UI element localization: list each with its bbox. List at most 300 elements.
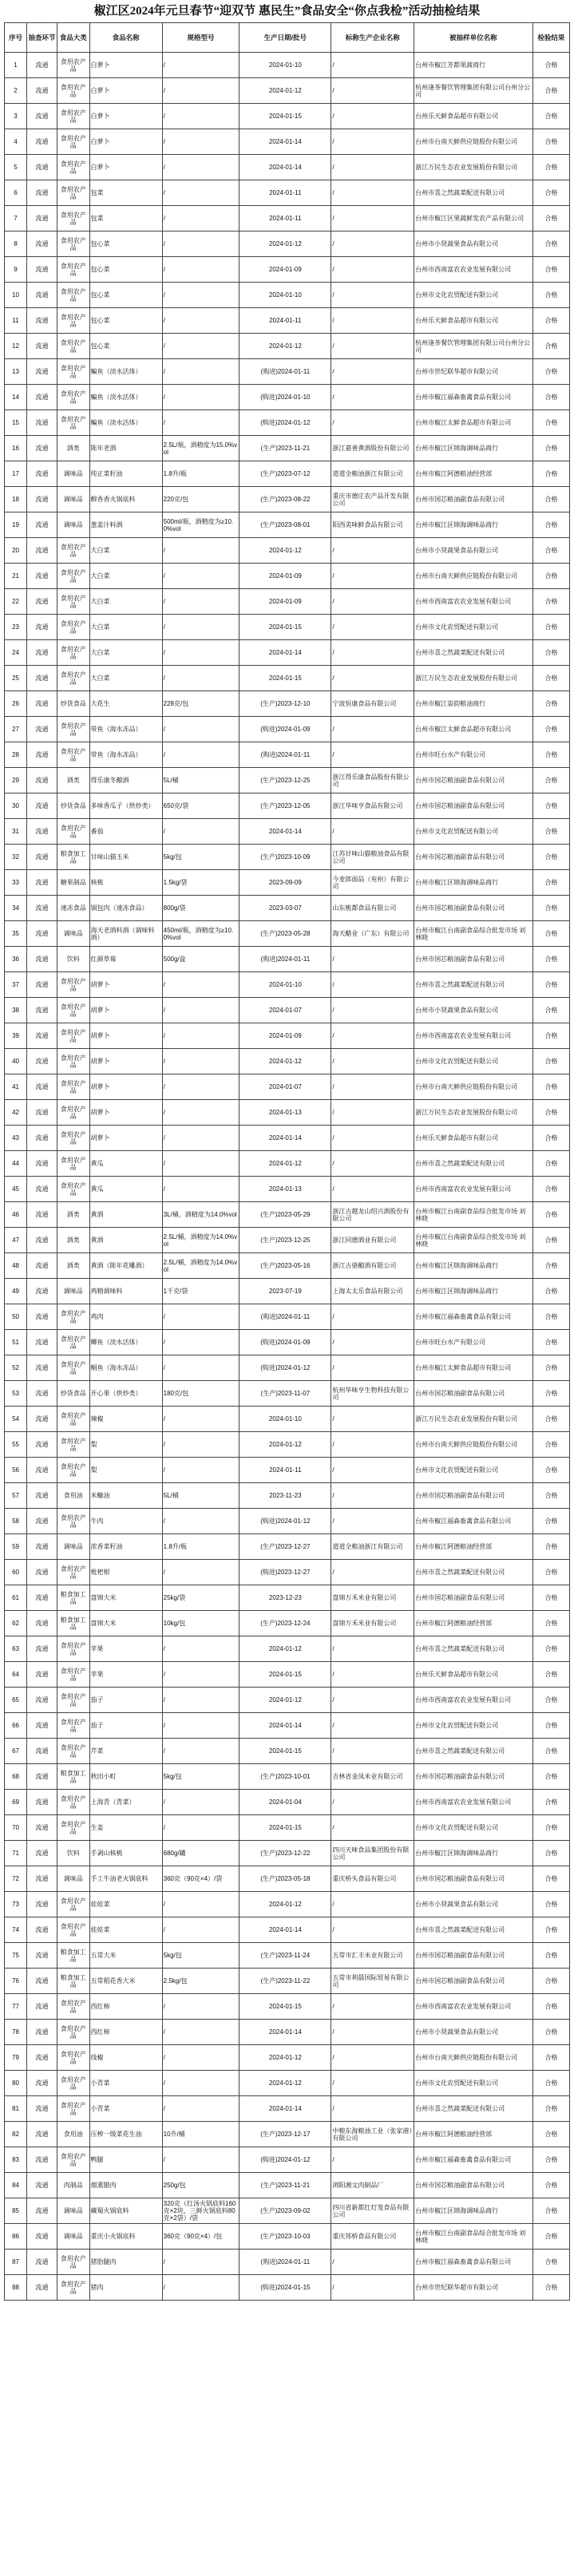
- table-cell-date: (购进)2024-01-09: [239, 1330, 331, 1355]
- table-cell-no: 12: [5, 334, 27, 359]
- table-cell-name: 西红柿: [89, 1994, 162, 2020]
- table-cell-date: (生产)2023-11-21: [239, 2173, 331, 2198]
- table-cell-no: 47: [5, 1228, 27, 1253]
- table-cell-link: 流通: [27, 231, 57, 257]
- table-cell-link: 流通: [27, 819, 57, 845]
- table-cell-spec: 680g/罐: [162, 1841, 239, 1866]
- table-row: [5, 1662, 570, 1688]
- table-cell-name: 包菜: [89, 180, 162, 206]
- table-cell-name: 得乐康冬酿酒: [89, 768, 162, 793]
- table-cell-name: 包心菜: [89, 231, 162, 257]
- table-cell-link: 流通: [27, 410, 57, 436]
- table-cell-link: 流通: [27, 1253, 57, 1279]
- table-cell-cat: 食用农产品: [57, 1432, 89, 1458]
- table-cell-name: 鳊鱼（淡水活体）: [89, 385, 162, 410]
- table-cell-date: 2024-01-12: [239, 1636, 331, 1662]
- table-cell-link: 流通: [27, 768, 57, 793]
- table-cell-name: 黄酒: [89, 1228, 162, 1253]
- table-cell-date: 2024-01-11: [239, 1458, 331, 1483]
- table-cell-mfr: /: [331, 1636, 414, 1662]
- table-row: [5, 1483, 570, 1509]
- table-cell-spec: /: [162, 2045, 239, 2071]
- table-cell-no: 25: [5, 666, 27, 691]
- table-cell-cat: 食用油: [57, 2122, 89, 2147]
- table-cell-link: 流通: [27, 2020, 57, 2045]
- table-cell-link: 流通: [27, 1534, 57, 1560]
- table-cell-name: 五常大米: [89, 1943, 162, 1969]
- table-cell-date: (购进)2024-01-11: [239, 359, 331, 385]
- table-cell-link: 流通: [27, 385, 57, 410]
- table-cell-cat: 食用农产品: [57, 717, 89, 742]
- table-cell-no: 46: [5, 1202, 27, 1228]
- table-cell-name: 白萝卜: [89, 78, 162, 104]
- table-row: [5, 283, 570, 308]
- table-cell-cat: 食用农产品: [57, 308, 89, 334]
- table-cell-res: 合格: [532, 1815, 569, 1841]
- table-cell-name: 包心菜: [89, 334, 162, 359]
- table-cell-no: 30: [5, 793, 27, 819]
- table-row: [5, 870, 570, 896]
- table-cell-no: 79: [5, 2045, 27, 2071]
- table-row: [5, 155, 570, 180]
- table-row: [5, 1917, 570, 1943]
- table-cell-cat: 粮食加工品: [57, 1764, 89, 1790]
- table-cell-res: 合格: [532, 1739, 569, 1764]
- table-cell-res: 合格: [532, 921, 569, 947]
- table-cell-no: 71: [5, 1841, 27, 1866]
- table-cell-name: 苹果: [89, 1636, 162, 1662]
- table-cell-unit: 台州市文化农贸配送有限公司: [414, 1815, 533, 1841]
- table-cell-name: 鸭腿: [89, 2147, 162, 2173]
- table-cell-spec: 1.8升/瓶: [162, 461, 239, 487]
- table-row: [5, 2020, 570, 2045]
- table-cell-no: 26: [5, 691, 27, 717]
- table-cell-spec: /: [162, 1917, 239, 1943]
- table-cell-mfr: /: [331, 1432, 414, 1458]
- table-cell-unit: 浙江万民生态农业发展股份有限公司: [414, 1407, 533, 1432]
- table-cell-cat: 食用农产品: [57, 180, 89, 206]
- table-row: [5, 640, 570, 666]
- table-cell-res: 合格: [532, 2096, 569, 2122]
- table-cell-spec: 180克/包: [162, 1381, 239, 1407]
- table-cell-unit: 台州市国芯粮油副食品有限公司: [414, 1866, 533, 1892]
- table-cell-spec: /: [162, 1151, 239, 1177]
- table-cell-name: 牛肉: [89, 1509, 162, 1534]
- table-row: [5, 1688, 570, 1713]
- table-cell-mfr: /: [331, 1917, 414, 1943]
- table-row: [5, 1049, 570, 1074]
- table-cell-link: 流通: [27, 615, 57, 640]
- table-cell-res: 合格: [532, 1074, 569, 1100]
- table-cell-name: 大白菜: [89, 615, 162, 640]
- table-cell-name: 压榨一级菜花生油: [89, 2122, 162, 2147]
- table-cell-link: 流通: [27, 1074, 57, 1100]
- table-cell-spec: 450ml/瓶，酒精度为≥10.0%vol: [162, 921, 239, 947]
- table-cell-mfr: /: [331, 257, 414, 283]
- table-cell-res: 合格: [532, 1994, 569, 2020]
- table-cell-spec: 5L/桶: [162, 768, 239, 793]
- table-cell-date: 2024-01-12: [239, 1432, 331, 1458]
- table-cell-mfr: 浙江古骆酿酒有限公司: [331, 1253, 414, 1279]
- table-cell-date: (生产)2023-11-22: [239, 1969, 331, 1994]
- table-cell-link: 流通: [27, 1458, 57, 1483]
- results-table: [4, 22, 570, 2301]
- table-cell-cat: 速冻食品: [57, 896, 89, 921]
- table-cell-res: 合格: [532, 1509, 569, 1534]
- table-cell-cat: 食用农产品: [57, 1458, 89, 1483]
- table-cell-cat: 食用农产品: [57, 1407, 89, 1432]
- table-cell-spec: /: [162, 1458, 239, 1483]
- table-cell-unit: 台州市椒江福森畜禽食品有限公司: [414, 385, 533, 410]
- table-cell-spec: /: [162, 1713, 239, 1739]
- table-cell-mfr: 盘锦万禾米业有限公司: [331, 1611, 414, 1636]
- table-cell-date: (生产)2023-11-21: [239, 436, 331, 461]
- table-cell-res: 合格: [532, 410, 569, 436]
- table-cell-spec: /: [162, 2147, 239, 2173]
- table-cell-res: 合格: [532, 104, 569, 129]
- table-cell-no: 13: [5, 359, 27, 385]
- table-cell-no: 67: [5, 1739, 27, 1764]
- table-cell-cat: 调味品: [57, 487, 89, 512]
- table-row: [5, 1994, 570, 2020]
- table-cell-res: 合格: [532, 2173, 569, 2198]
- table-row: [5, 1407, 570, 1432]
- table-cell-link: 流通: [27, 691, 57, 717]
- table-cell-unit: 台州市喜之然蔬菜配送有限公司: [414, 180, 533, 206]
- table-cell-res: 合格: [532, 1432, 569, 1458]
- table-cell-date: (购进)2024-01-12: [239, 1355, 331, 1381]
- table-cell-mfr: /: [331, 385, 414, 410]
- table-cell-mfr: 山东桃都食品有限公司: [331, 896, 414, 921]
- table-row: [5, 2250, 570, 2275]
- table-cell-link: 流通: [27, 1126, 57, 1151]
- table-cell-name: 大白菜: [89, 666, 162, 691]
- table-cell-mfr: /: [331, 1662, 414, 1688]
- table-cell-no: 27: [5, 717, 27, 742]
- table-cell-unit: 台州市小贤蔬果食品有限公司: [414, 231, 533, 257]
- table-cell-spec: 5L/桶: [162, 1483, 239, 1509]
- table-cell-unit: 台州市椒江区锦海调味品商行: [414, 1279, 533, 1304]
- table-cell-res: 合格: [532, 1943, 569, 1969]
- table-cell-date: (购进)2024-01-15: [239, 2275, 331, 2301]
- table-row: [5, 2198, 570, 2224]
- table-cell-res: 合格: [532, 1228, 569, 1253]
- table-row: [5, 231, 570, 257]
- table-cell-cat: 调味品: [57, 2198, 89, 2224]
- table-cell-cat: 食用农产品: [57, 2071, 89, 2096]
- table-cell-spec: 500g/盒: [162, 947, 239, 972]
- table-cell-name: 芹菜: [89, 1739, 162, 1764]
- table-cell-spec: /: [162, 1074, 239, 1100]
- table-cell-cat: 食用农产品: [57, 1177, 89, 1202]
- table-cell-cat: 炒货食品: [57, 793, 89, 819]
- header-cell: 食品大类: [57, 23, 89, 53]
- table-cell-res: 合格: [532, 2147, 569, 2173]
- table-cell-link: 流通: [27, 283, 57, 308]
- table-cell-link: 流通: [27, 1866, 57, 1892]
- table-cell-spec: /: [162, 640, 239, 666]
- table-cell-mfr: /: [331, 1126, 414, 1151]
- table-cell-unit: 台州市小贤蔬果食品有限公司: [414, 2020, 533, 2045]
- table-cell-name: 辣椒: [89, 1407, 162, 1432]
- table-cell-date: 2024-01-15: [239, 666, 331, 691]
- table-cell-name: 黄瓜: [89, 1151, 162, 1177]
- table-cell-link: 流通: [27, 2147, 57, 2173]
- table-cell-unit: 台州市椒江芳都果蔬商行: [414, 53, 533, 78]
- table-cell-no: 17: [5, 461, 27, 487]
- table-cell-no: 15: [5, 410, 27, 436]
- table-row: [5, 538, 570, 564]
- table-cell-link: 流通: [27, 308, 57, 334]
- table-cell-no: 10: [5, 283, 27, 308]
- table-cell-name: 苹果: [89, 1662, 162, 1688]
- table-cell-date: 2024-01-12: [239, 1688, 331, 1713]
- table-cell-unit: 台州市国芯粮油副食品有限公司: [414, 793, 533, 819]
- table-cell-date: 2024-01-14: [239, 155, 331, 180]
- table-cell-cat: 食用农产品: [57, 1126, 89, 1151]
- table-cell-name: 葱姜汁料酒: [89, 512, 162, 538]
- table-cell-mfr: /: [331, 2071, 414, 2096]
- table-cell-spec: /: [162, 1407, 239, 1432]
- table-cell-mfr: /: [331, 359, 414, 385]
- table-cell-spec: /: [162, 615, 239, 640]
- table-cell-spec: 220克/包: [162, 487, 239, 512]
- table-cell-no: 36: [5, 947, 27, 972]
- table-cell-name: 小青菜: [89, 2096, 162, 2122]
- table-cell-no: 76: [5, 1969, 27, 1994]
- table-cell-link: 流通: [27, 257, 57, 283]
- table-cell-name: 大白菜: [89, 564, 162, 589]
- table-cell-unit: 台州市喜之然蔬菜配送有限公司: [414, 1151, 533, 1177]
- table-row: [5, 512, 570, 538]
- table-cell-cat: 食用农产品: [57, 1815, 89, 1841]
- table-cell-unit: 杭州逢茶餐饮管理集团有限公司台州分公司: [414, 78, 533, 104]
- table-cell-res: 合格: [532, 1560, 569, 1585]
- table-cell-date: 2024-01-07: [239, 1074, 331, 1100]
- table-cell-res: 合格: [532, 2250, 569, 2275]
- table-cell-spec: /: [162, 2275, 239, 2301]
- table-cell-no: 51: [5, 1330, 27, 1355]
- table-row: [5, 2096, 570, 2122]
- table-cell-res: 合格: [532, 512, 569, 538]
- table-cell-cat: 食用农产品: [57, 1355, 89, 1381]
- table-cell-date: (生产)2023-10-03: [239, 2224, 331, 2250]
- table-cell-unit: 台州市文化农贸配送有限公司: [414, 1049, 533, 1074]
- table-cell-mfr: /: [331, 615, 414, 640]
- table-cell-name: 盘锦大米: [89, 1585, 162, 1611]
- table-cell-cat: 食用农产品: [57, 104, 89, 129]
- table-cell-no: 16: [5, 436, 27, 461]
- table-cell-cat: 调味品: [57, 921, 89, 947]
- table-cell-link: 流通: [27, 1023, 57, 1049]
- table-row: [5, 436, 570, 461]
- table-cell-date: 2024-01-14: [239, 129, 331, 155]
- table-row: [5, 206, 570, 231]
- table-cell-mfr: /: [331, 53, 414, 78]
- table-cell-link: 流通: [27, 206, 57, 231]
- table-cell-date: 2023-07-19: [239, 1279, 331, 1304]
- table-cell-unit: 台州市文化农贸配送有限公司: [414, 819, 533, 845]
- table-cell-cat: 食用农产品: [57, 78, 89, 104]
- table-cell-name: 盘锦大米: [89, 1611, 162, 1636]
- table-cell-res: 合格: [532, 206, 569, 231]
- table-cell-link: 流通: [27, 1100, 57, 1126]
- table-cell-mfr: /: [331, 2147, 414, 2173]
- table-cell-unit: 台州市椒江台南副食品综合批发市场 刘林晓: [414, 1202, 533, 1228]
- table-cell-name: 米糠油: [89, 1483, 162, 1509]
- table-row: [5, 1253, 570, 1279]
- table-cell-name: 黄酒（陈年花雕酒）: [89, 1253, 162, 1279]
- table-cell-spec: /: [162, 1560, 239, 1585]
- table-cell-spec: 1.8升/瓶: [162, 1534, 239, 1560]
- table-row: [5, 2173, 570, 2198]
- table-row: [5, 1560, 570, 1585]
- table-cell-cat: 糖果制品: [57, 870, 89, 896]
- table-cell-unit: 台州市喜之然蔬菜配送有限公司: [414, 1739, 533, 1764]
- table-cell-cat: 食用农产品: [57, 1739, 89, 1764]
- table-cell-cat: 食用农产品: [57, 1636, 89, 1662]
- table-row: [5, 1892, 570, 1917]
- table-row: [5, 385, 570, 410]
- table-cell-cat: 食用农产品: [57, 334, 89, 359]
- table-cell-mfr: /: [331, 1177, 414, 1202]
- table-cell-date: (生产)2023-07-12: [239, 461, 331, 487]
- table-cell-cat: 食用农产品: [57, 972, 89, 998]
- table-cell-spec: /: [162, 1049, 239, 1074]
- table-cell-res: 合格: [532, 972, 569, 998]
- table-cell-date: (购进)2024-01-11: [239, 2250, 331, 2275]
- table-row: [5, 691, 570, 717]
- table-cell-cat: 食用农产品: [57, 1662, 89, 1688]
- table-cell-unit: 台州市小贤蔬果食品有限公司: [414, 998, 533, 1023]
- table-cell-res: 合格: [532, 615, 569, 640]
- table-cell-name: 西红柿: [89, 2020, 162, 2045]
- table-cell-date: (购进)2024-01-09: [239, 717, 331, 742]
- table-cell-link: 流通: [27, 1892, 57, 1917]
- table-cell-no: 37: [5, 972, 27, 998]
- table-cell-res: 合格: [532, 666, 569, 691]
- table-cell-cat: 食用农产品: [57, 2250, 89, 2275]
- table-cell-res: 合格: [532, 1841, 569, 1866]
- table-cell-cat: 食用农产品: [57, 998, 89, 1023]
- table-cell-spec: /: [162, 1304, 239, 1330]
- table-cell-name: 秋田小町: [89, 1764, 162, 1790]
- table-cell-cat: 酒类: [57, 436, 89, 461]
- table-row: [5, 2045, 570, 2071]
- table-body: [5, 53, 570, 2301]
- table-cell-res: 合格: [532, 1790, 569, 1815]
- table-cell-cat: 食用农产品: [57, 2045, 89, 2071]
- table-cell-no: 59: [5, 1534, 27, 1560]
- table-cell-unit: 台州市椒江台南副食品综合批发市场 刘林晓: [414, 1228, 533, 1253]
- table-cell-unit: 台州市椒江太鲜食品超市有限公司: [414, 1355, 533, 1381]
- table-cell-cat: 酒类: [57, 1228, 89, 1253]
- table-cell-spec: 5kg/包: [162, 845, 239, 870]
- table-cell-res: 合格: [532, 461, 569, 487]
- table-cell-date: (购进)2024-01-12: [239, 1509, 331, 1534]
- table-cell-unit: 台州市喜之然蔬菜配送有限公司: [414, 640, 533, 666]
- table-cell-date: 2024-01-15: [239, 1739, 331, 1764]
- table-cell-link: 流通: [27, 896, 57, 921]
- table-cell-no: 9: [5, 257, 27, 283]
- table-cell-cat: 食用农产品: [57, 257, 89, 283]
- table-cell-unit: 台州市喜之然蔬菜配送有限公司: [414, 2096, 533, 2122]
- table-cell-no: 40: [5, 1049, 27, 1074]
- table-cell-mfr: /: [331, 231, 414, 257]
- table-cell-mfr: /: [331, 1304, 414, 1330]
- table-cell-link: 流通: [27, 2045, 57, 2071]
- table-cell-link: 流通: [27, 742, 57, 768]
- table-cell-date: 2024-01-14: [239, 1126, 331, 1151]
- table-cell-link: 流通: [27, 1662, 57, 1688]
- table-cell-date: 2024-01-09: [239, 589, 331, 615]
- table-cell-spec: 800g/袋: [162, 896, 239, 921]
- table-row: [5, 921, 570, 947]
- table-cell-unit: 台州乐天鲜食品超市有限公司: [414, 1126, 533, 1151]
- table-cell-link: 流通: [27, 104, 57, 129]
- table-cell-name: 烟熏腊肉: [89, 2173, 162, 2198]
- table-cell-date: (生产)2023-11-24: [239, 1943, 331, 1969]
- table-cell-date: 2024-01-13: [239, 1177, 331, 1202]
- table-cell-date: 2024-01-14: [239, 2096, 331, 2122]
- table-cell-cat: 食用农产品: [57, 1100, 89, 1126]
- table-cell-res: 合格: [532, 1407, 569, 1432]
- table-cell-mfr: /: [331, 2045, 414, 2071]
- table-cell-mfr: 道道全粮油浙江有限公司: [331, 461, 414, 487]
- table-cell-spec: 10升/桶: [162, 2122, 239, 2147]
- table-cell-date: 2024-01-09: [239, 257, 331, 283]
- table-cell-mfr: /: [331, 1713, 414, 1739]
- table-cell-no: 38: [5, 998, 27, 1023]
- table-cell-spec: 228克/包: [162, 691, 239, 717]
- table-cell-mfr: /: [331, 972, 414, 998]
- table-cell-unit: 台州乐天鲜食品超市有限公司: [414, 1662, 533, 1688]
- table-cell-mfr: /: [331, 283, 414, 308]
- table-cell-date: 2024-01-12: [239, 2071, 331, 2096]
- table-cell-date: (生产)2023-12-17: [239, 2122, 331, 2147]
- table-cell-res: 合格: [532, 1483, 569, 1509]
- table-row: [5, 1815, 570, 1841]
- table-cell-spec: /: [162, 155, 239, 180]
- table-cell-no: 65: [5, 1688, 27, 1713]
- table-cell-name: 包菜: [89, 206, 162, 231]
- table-row: [5, 1279, 570, 1304]
- table-cell-res: 合格: [532, 768, 569, 793]
- table-cell-res: 合格: [532, 589, 569, 615]
- table-cell-mfr: /: [331, 308, 414, 334]
- table-cell-no: 6: [5, 180, 27, 206]
- table-cell-name: 胡萝卜: [89, 1126, 162, 1151]
- table-cell-spec: /: [162, 819, 239, 845]
- table-cell-date: 2024-01-12: [239, 1892, 331, 1917]
- table-cell-cat: 调味品: [57, 1279, 89, 1304]
- table-cell-date: 2024-01-04: [239, 1790, 331, 1815]
- table-cell-mfr: 浙江嘉善黄酒股份有限公司: [331, 436, 414, 461]
- table-cell-name: 胡萝卜: [89, 1074, 162, 1100]
- table-cell-unit: 台州市椒江福森畜禽食品有限公司: [414, 2250, 533, 2275]
- table-cell-mfr: /: [331, 1330, 414, 1355]
- table-cell-res: 合格: [532, 870, 569, 896]
- table-cell-link: 流通: [27, 1790, 57, 1815]
- header-cell: 食品名称: [89, 23, 162, 53]
- table-cell-res: 合格: [532, 1866, 569, 1892]
- table-cell-unit: 浙江万民生态农业发展股份有限公司: [414, 1100, 533, 1126]
- table-cell-spec: /: [162, 231, 239, 257]
- table-cell-link: 流通: [27, 180, 57, 206]
- table-cell-res: 合格: [532, 2071, 569, 2096]
- table-cell-name: 带鱼（海水冻品）: [89, 717, 162, 742]
- table-cell-no: 24: [5, 640, 27, 666]
